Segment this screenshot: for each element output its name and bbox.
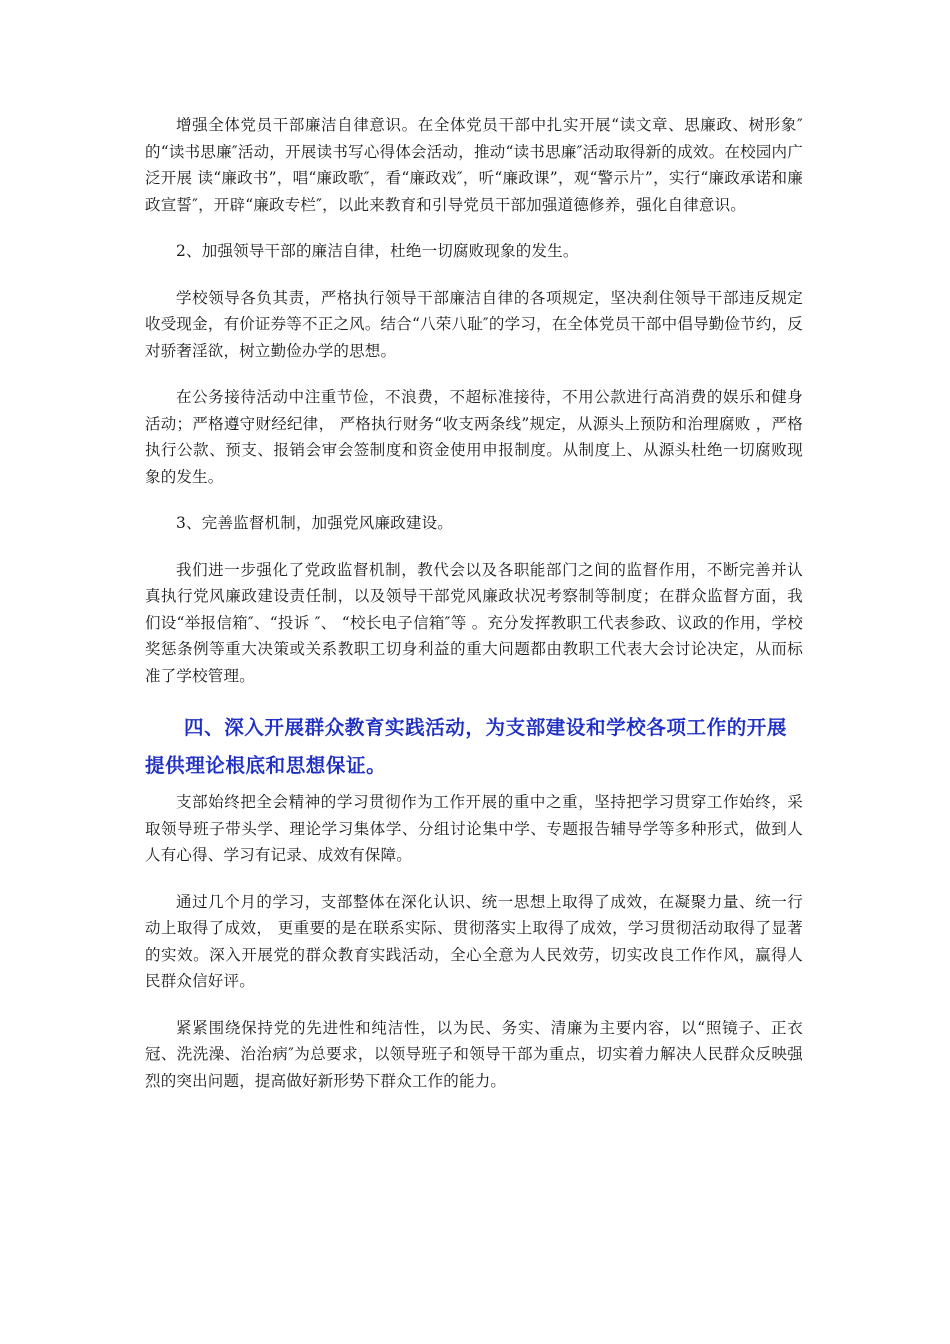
paragraph-study-plenary: 支部始终把全会精神的学习贯彻作为工作开展的重中之重，坚持把学习贯穿工作始终，采取领导班子带头学、理论学习集体学、分组讨论集中学、专题报告辅导学等多种形式，做到人人有心得、学习有记录、成效有保障。 bbox=[145, 793, 803, 864]
section-4-heading: 四、深入开展群众教育实践活动，为支部建设和学校各项工作的开展提供理论根底和思想保证。 bbox=[145, 716, 788, 777]
paragraph-study-results: 通过几个月的学习，支部整体在深化认识、统一思想上取得了成效，在凝聚力量、统一行动上取得了成效， 更重要的是在联系实际、贯彻落实上取得了成效，学习贯彻活动取得了显著的实效。深入开展党的群众教育实践活动，全心全意为人民效劳，切实改良工作作风，赢得人民群众信好评。 bbox=[145, 892, 803, 990]
paragraph-section-3-title: 3、完善监督机制，加强党风廉政建设。 bbox=[176, 514, 453, 532]
paragraph-supervision-mechanism: 我们进一步强化了党政监督机制，教代会以及各职能部门之间的监督作用，不断完善并认真执行党风廉政建设责任制，以及领导干部党风廉政状况考察制等制度；在群众监督方面，我们设“举报信箱″、“投诉 ″、 “校长电子信箱″等 。充分发挥教职工代表参政、议政的作用，学校奖惩条例等重大决策或关系教职工切身利益的重大问题都由教职工代表大会讨论决定，从而标准了学校管理。 bbox=[145, 560, 803, 685]
paragraph-mass-line: 紧紧围绕保持党的先进性和纯洁性，以为民、务实、清廉为主要内容，以“照镜子、正衣冠、洗洗澡、治治病″为总要求，以领导班子和领导干部为重点，切实着力解决人民群众反映强烈的突出问题，提高做好新形势下群众工作的能力。 bbox=[145, 1018, 803, 1090]
paragraph-section-2-title: 2、加强领导干部的廉洁自律，杜绝一切腐败现象的发生。 bbox=[176, 242, 579, 260]
paragraph-official-reception: 在公务接待活动中注重节俭，不浪费，不超标准接待，不用公款进行高消费的娱乐和健身活动；严格遵守财经纪律， 严格执行财务“收支两条线”规定，从源头上预防和治理腐败 ，严格执行公款、预支、报销会审会签制度和资金使用申报制度。从制度上、从源头杜绝一切腐败现象的发生。 bbox=[145, 388, 803, 486]
document-page bbox=[145, 112, 803, 1114]
paragraph-integrity-awareness: 增强全体党员干部廉洁自律意识。在全体党员干部中扎实开展“读文章、思廉政、树形象″的“读书思廉″活动，开展读书写心得体会活动，推动“读书思廉″活动取得新的成效。在校园内广泛开展 读“廉政书”，唱“廉政歌″，看“廉政戏″，听“廉政课”，观“警示片”，实行“廉政承诺和廉政宣誓″，开辟“廉政专栏″，以此来教育和引导党员干部加强道德修养，强化自律意识。 bbox=[145, 116, 803, 214]
paragraph-school-leaders: 学校领导各负其责，严格执行领导干部廉洁自律的各项规定，坚决刹住领导干部违反规定收受现金，有价证券等不正之风。结合“八荣八耻″的学习，在全体党员干部中倡导勤俭节约，反对骄奢淫欲，树立勤俭办学的思想。 bbox=[145, 288, 803, 360]
